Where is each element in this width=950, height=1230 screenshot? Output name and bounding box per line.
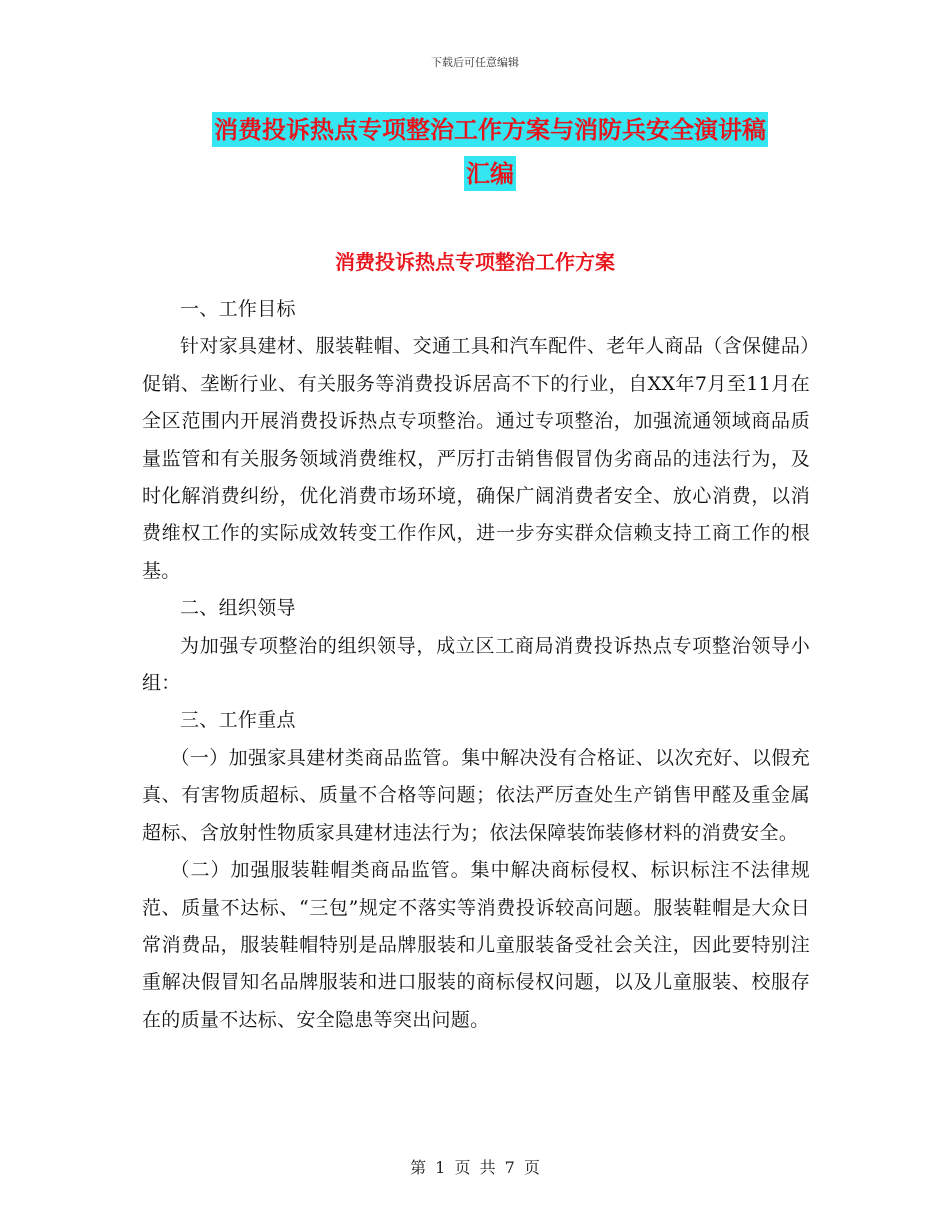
paragraph-clothing: （二）加强服装鞋帽类商品监管。集中解决商标侵权、标识标注不法律规范、质量不达标、“三包”规定不落实等消费投诉较高问题。服装鞋帽是大众日常消费品，服装鞋帽特别是品牌服装和儿童服装备受社会关注，因此要特别注重解决假冒知名品牌服装和进口服装的商标侵权问题，以及儿童服装、校服存在的质量不达标、安全隐患等突出问题。	[142, 859, 810, 1031]
heading-work-focus: 三、工作重点	[180, 709, 296, 732]
paragraph-organization: 为加强专项整治的组织领导，成立区工商局消费投诉热点专项整治领导小组：	[142, 634, 810, 695]
page-header-note: 下载后可任意编辑	[431, 56, 519, 69]
document-title-line-1: 消费投诉热点专项整治工作方案与消防兵安全演讲稿	[212, 112, 768, 147]
paragraph-furniture: （一）加强家具建材类商品监管。集中解决没有合格证、以次充好、以假充真、有害物质超标、质量不合格等问题；依法严厉查处生产销售甲醛及重金属超标、含放射性物质家具建材违法行为；依法保障装饰装修材料的消费安全。	[142, 746, 810, 844]
document-body	[142, 291, 810, 1039]
document-title-line-2: 汇编	[464, 156, 516, 191]
paragraph-work-goal: 针对家具建材、服装鞋帽、交通工具和汽车配件、老年人商品（含保健品）促销、垄断行业、有关服务等消费投诉居高不下的行业，自XX年7月至11月在全区范围内开展消费投诉热点专项整治。通过专项整治，加强流通领域商品质量监管和有关服务领域消费维权，严厉打击销售假冒伪劣商品的违法行为，及时化解消费纠纷，优化消费市场环境，确保广阔消费者安全、放心消费，以消费维权工作的实际成效转变工作作风，进一步夯实群众信赖支持工商工作的根基。	[142, 335, 810, 582]
document-title	[140, 108, 840, 196]
heading-work-goal: 一、工作目标	[180, 298, 296, 320]
page-number: 第 1 页 共 7 页	[410, 1158, 540, 1177]
section-title: 消费投诉热点专项整治工作方案	[335, 250, 615, 274]
heading-organization: 二、组织领导	[180, 597, 296, 620]
